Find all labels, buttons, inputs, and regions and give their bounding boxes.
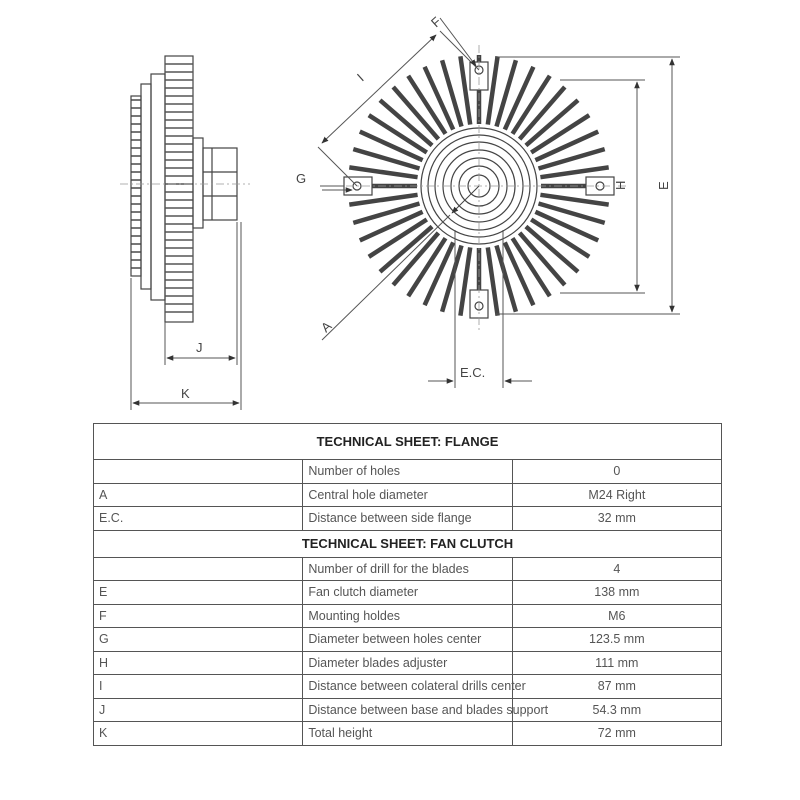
row-description: Number of drill for the blades [303, 557, 512, 581]
row-description: Total height [303, 722, 512, 746]
table-row [94, 507, 722, 531]
row-code: A [94, 483, 303, 507]
label-I: I [353, 70, 367, 85]
front-view [330, 45, 628, 330]
table-row [94, 722, 722, 746]
fan-blade [349, 195, 417, 205]
row-description: Central hole diameter [303, 483, 512, 507]
table-row [94, 698, 722, 722]
row-value: 123.5 mm [512, 628, 721, 652]
row-description: Mounting holdes [303, 604, 512, 628]
row-value: 54.3 mm [512, 698, 721, 722]
row-description: Distance between base and blades support [303, 698, 512, 722]
section-title: TECHNICAL SHEET: FLANGE [94, 424, 722, 460]
row-code: E.C. [94, 507, 303, 531]
fan-blade [540, 167, 608, 177]
label-A: A [317, 318, 335, 336]
row-code: J [94, 698, 303, 722]
table-row [94, 557, 722, 581]
row-description: Fan clutch diameter [303, 581, 512, 605]
fan-blade [540, 195, 608, 205]
fan-blade [460, 247, 470, 315]
row-value: 138 mm [512, 581, 721, 605]
section-header-row [94, 530, 722, 557]
section-title: TECHNICAL SHEET: FAN CLUTCH [94, 530, 722, 557]
table-row [94, 604, 722, 628]
row-description: Distance between side flange [303, 507, 512, 531]
row-description: Diameter between holes center [303, 628, 512, 652]
row-code: E [94, 581, 303, 605]
label-EC: E.C. [460, 365, 486, 380]
side-dimensions [131, 222, 241, 410]
row-code: I [94, 675, 303, 699]
row-code [94, 557, 303, 581]
row-description: Distance between colateral drills center [303, 675, 512, 699]
fan-blade [488, 56, 498, 124]
label-E: E [656, 181, 671, 190]
row-value: M6 [512, 604, 721, 628]
fan-blade [349, 167, 417, 177]
table-row [94, 651, 722, 675]
row-value: 4 [512, 557, 721, 581]
label-K: K [181, 386, 190, 401]
section-header-row [94, 424, 722, 460]
row-value: 0 [512, 460, 721, 484]
row-value: 72 mm [512, 722, 721, 746]
row-value: M24 Right [512, 483, 721, 507]
fan-blade [460, 56, 470, 124]
label-J: J [196, 340, 203, 355]
label-F: F [427, 13, 444, 31]
row-value: 111 mm [512, 651, 721, 675]
row-code: K [94, 722, 303, 746]
label-H: H [613, 180, 628, 190]
row-code: F [94, 604, 303, 628]
row-description: Number of holes [303, 460, 512, 484]
fan-blade [488, 247, 498, 315]
table-row [94, 581, 722, 605]
table-row [94, 483, 722, 507]
row-code [94, 460, 303, 484]
side-front-fins [165, 64, 193, 312]
row-code: H [94, 651, 303, 675]
label-G: G [296, 171, 307, 186]
row-code: G [94, 628, 303, 652]
side-view [120, 56, 250, 322]
table-row [94, 628, 722, 652]
row-description: Diameter blades adjuster [303, 651, 512, 675]
row-value: 32 mm [512, 507, 721, 531]
table-row [94, 675, 722, 699]
table-row [94, 460, 722, 484]
spec-table [93, 423, 722, 746]
row-value: 87 mm [512, 675, 721, 699]
